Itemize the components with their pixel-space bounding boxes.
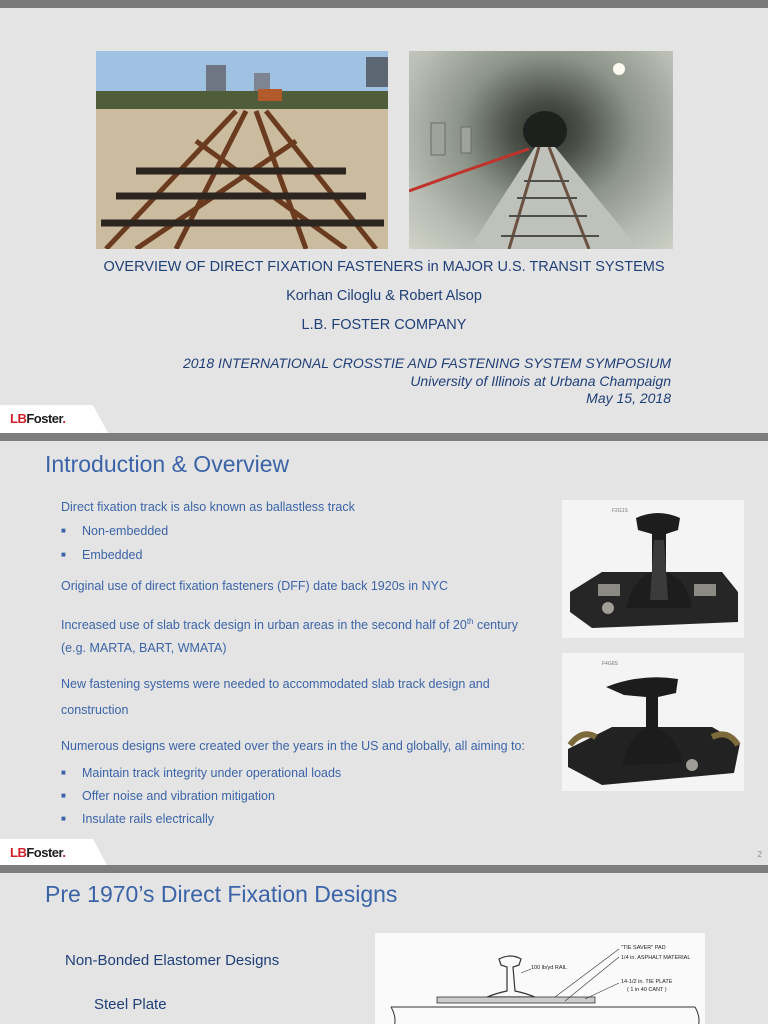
page-number: 2 [757,850,762,859]
svg-text:"TIE SAVER" PAD: "TIE SAVER" PAD [621,945,666,951]
logo-lb: LB [10,411,27,426]
pre-1970-designs-slide [0,873,768,1024]
presentation-company: L.B. FOSTER COMPANY [301,317,467,333]
slide-top-bar [0,0,768,8]
introduction-slide [0,441,768,865]
slide-heading: Pre 1970’s Direct Fixation Designs [45,881,398,907]
lbfoster-logo [0,405,108,433]
presentation-title: OVERVIEW OF DIRECT FIXATION FASTENERS in MAJOR U.S. TRANSIT SYSTEMS [103,259,665,275]
paragraph: New fastening systems were needed to accommodated slab track design and [61,677,490,691]
logo-foster: Foster [26,411,63,426]
paragraph: Original use of direct fixation fasteners (DFF) date back 1920s in NYC [61,579,448,593]
bullet-item: ■ Insulate rails electrically [61,812,214,826]
list-item: Steel Plate [94,996,167,1013]
paragraph: Increased use of slab track design in urban areas in the second half of 20th century [61,617,518,633]
lbfoster-logo: LBFoster. [0,839,108,865]
title-slide [0,0,768,433]
svg-text:1/4 in. ASPHALT MATERIAL: 1/4 in. ASPHALT MATERIAL [621,955,691,961]
fastener-product-photo [562,500,744,638]
subway-tunnel-photo [409,51,673,249]
svg-text:14-1/2 in. TIE PLATE: 14-1/2 in. TIE PLATE [621,979,673,985]
bullet-item: ■ Embedded [61,548,143,562]
svg-text:( 1 in 40 CANT ): ( 1 in 40 CANT ) [627,987,667,993]
paragraph: Numerous designs were created over the years in the US and globally, all aiming to: [61,739,525,753]
conference-name: 2018 INTERNATIONAL CROSSTIE AND FASTENING SYSTEM SYMPOSIUM [182,355,671,371]
fastener-product-photo [562,653,744,791]
bullet-item: ■ Maintain track integrity under operational loads [61,766,342,780]
paragraph-continued: construction [61,703,129,717]
logo-mark: . [62,411,66,426]
slide-heading: Introduction & Overview [45,451,290,477]
svg-text:F2G1S: F2G1S [612,508,628,514]
presentation-authors: Korhan Ciloglu & Robert Alsop [286,288,482,304]
bullet-item: ■ Offer noise and vibration mitigation [61,789,275,803]
subheading: Non-Bonded Elastomer Designs [65,952,280,969]
bullet-item: ■ Non-embedded [61,524,169,538]
svg-text:100 lb/yd RAIL: 100 lb/yd RAIL [531,965,568,971]
paragraph: Direct fixation track is also known as ballastless track [61,500,355,514]
conference-venue: University of Illinois at Urbana Champaign [410,373,671,389]
rail-junction-photo [96,51,388,249]
fastener-cross-section-diagram [375,933,705,1024]
conference-date: May 15, 2018 [586,390,671,406]
svg-text:F4G6S: F4G6S [602,661,618,667]
paragraph-continued: (e.g. MARTA, BART, WMATA) [61,641,227,655]
